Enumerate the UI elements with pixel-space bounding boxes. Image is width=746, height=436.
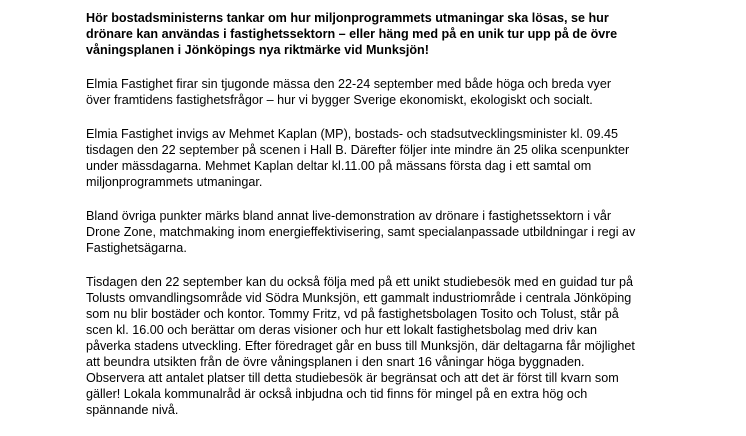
lead-paragraph: Hör bostadsministerns tankar om hur miljonprogrammets utmaningar ska lösas, se hur drönare kan användas i fastighetssektorn – eller häng med på en unik tur upp på de övre våningsplanen i Jönköpings nya riktmärke vid Munksjön!: [86, 11, 618, 57]
paragraph-study-visit: Tisdagen den 22 september kan du också följa med på ett unikt studiebesök med en guidad tur på Tolusts omvandlingsområde vid Södra Munksjön, ett gammalt industriområde i centrala Jönköping som nu blir bostäder och kontor. Tommy Fritz, vd på fastighetsbolagen Tosito och Tolust, står på scen kl. 16.00 och berättar om deras visioner och hur ett lokalt fastighetsbolag med driv kan påverka stadens utveckling. Efter föredraget går en buss till Munksjön, där deltagarna får möjlighet att beundra utsikten från de övre våningsplanen i den snart 16 våningar höga byggnaden. Observera att antalet platser till detta studiebesök är begränsat och att det är först till kvarn som gäller! Lokala kommunalråd är också inbjudna och tid finns för mingel på en extra hög och spännande nivå.: [86, 275, 635, 417]
press-release-body: [86, 10, 726, 436]
paragraph-anniversary: Elmia Fastighet firar sin tjugonde mässa den 22-24 september med både höga och breda vyer över framtidens fastighetsfrågor – hur vi bygger Sverige ekonomiskt, ekologiskt och socialt.: [86, 77, 612, 107]
paragraph-opening: Elmia Fastighet invigs av Mehmet Kaplan (MP), bostads- och stadsutvecklingsminister kl. 09.45 tisdagen den 22 september på scenen i Hall B. Därefter följer inte mindre än 25 olika scenpunkter under mässdagarna. Mehmet Kaplan deltar kl.11.00 på mässans första dag i ett samtal om miljonprogrammets utmaningar.: [86, 127, 630, 189]
paragraph-highlights: Bland övriga punkter märks bland annat live-demonstration av drönare i fastighetssektorn i vår Drone Zone, matchmaking inom energieffektivisering, samt specialanpassade utbildningar i regi av Fastighetsägarna.: [86, 209, 636, 255]
